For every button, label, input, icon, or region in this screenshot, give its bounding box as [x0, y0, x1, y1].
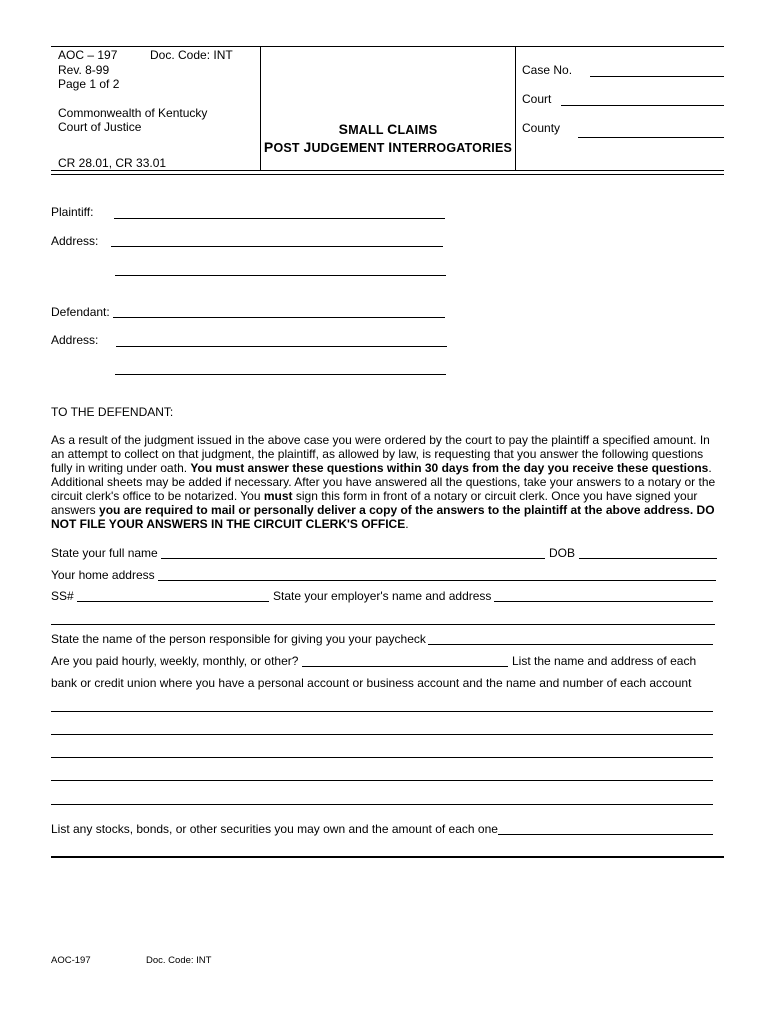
case-no-field[interactable] [590, 76, 724, 77]
header-top-rule [51, 46, 724, 47]
header-divider-right [515, 46, 516, 170]
instructions-heading: TO THE DEFENDANT: [51, 405, 174, 419]
dob-field[interactable] [579, 558, 717, 559]
title-cap-s: S [338, 121, 349, 137]
plaintiff-address-field-1[interactable] [111, 246, 443, 247]
jurisdiction-line-1: Commonwealth of Kentucky [58, 106, 208, 120]
dob-label: DOB [549, 546, 576, 560]
employer-field-line-2[interactable] [51, 624, 715, 625]
plaintiff-address-field-2[interactable] [115, 275, 446, 276]
defendant-label: Defendant: [51, 305, 110, 319]
footer-form-number: AOC-197 [51, 955, 91, 966]
full-name-field[interactable] [161, 558, 545, 559]
title-small-caps-5: NTERROGATORIES [392, 141, 513, 155]
instructions-text-2: . Additional sheets may be added if necessary. After you have answered all the questions, take your answers to a notary or the circuit clerk's office to be notarized. You [51, 461, 716, 503]
title-small-caps-2: LAIMS [397, 123, 438, 137]
jurisdiction-line-2: Court of Justice [58, 120, 142, 134]
plaintiff-label: Plaintiff: [51, 205, 94, 219]
form-title-line-1 [261, 121, 515, 137]
title-cap-c: C [387, 121, 398, 137]
title-cap-j: J [303, 139, 312, 155]
header-bottom-rule-2 [51, 174, 724, 175]
section-end-rule [51, 856, 724, 858]
title-small-caps-4: UDGEMENT [311, 141, 389, 155]
defendant-address-label: Address: [51, 333, 99, 347]
bank-list-label-b: bank or credit union where you have a personal account or business account and the name and number of each account [51, 676, 692, 690]
form-number: AOC – 197 [58, 48, 118, 62]
pay-frequency-field[interactable] [302, 666, 508, 667]
employer-label: State your employer's name and address [273, 589, 492, 603]
ss-label: SS# [51, 589, 74, 603]
defendant-address-field-1[interactable] [116, 346, 447, 347]
securities-field[interactable] [498, 834, 713, 835]
bank-list-label-a: List the name and address of each [512, 654, 697, 668]
paycheck-person-label: State the name of the person responsible for giving you your paycheck [51, 632, 426, 646]
home-address-field[interactable] [158, 580, 716, 581]
doc-code: Doc. Code: INT [150, 48, 233, 62]
instructions-text-1: As a result of the judgment issued in the above case you were ordered by the court to pay the plaintiff a specified amount. In an attempt to collect on that judgment, the plaintiff, as allowed by law, is requesting that you answer the following questions fully in writing under oath. [51, 433, 710, 475]
court-label: Court [522, 92, 552, 106]
defendant-field[interactable] [113, 317, 445, 318]
title-cap-i: I [388, 139, 393, 155]
defendant-address-field-2[interactable] [115, 374, 446, 375]
court-field[interactable] [561, 105, 724, 106]
header-bottom-rule-1 [51, 170, 724, 171]
securities-label: List any stocks, bonds, or other securities you may own and the amount of each one [51, 822, 498, 836]
instructions-bold-2: must [263, 489, 293, 503]
form-title-line-2 [261, 139, 515, 155]
bank-account-line-2[interactable] [51, 734, 713, 735]
home-address-label: Your home address [51, 568, 155, 582]
civil-rules: CR 28.01, CR 33.01 [58, 156, 167, 170]
county-field[interactable] [578, 137, 724, 138]
bank-account-line-4[interactable] [51, 780, 713, 781]
instructions-paragraph [51, 433, 721, 531]
pay-frequency-label: Are you paid hourly, weekly, monthly, or other? [51, 654, 299, 668]
title-small-caps-1: MALL [348, 123, 388, 137]
bank-account-line-3[interactable] [51, 757, 713, 758]
county-label: County [522, 121, 561, 135]
title-small-caps-3: OST [273, 141, 304, 155]
ss-field[interactable] [77, 601, 269, 602]
revision: Rev. 8-99 [58, 63, 110, 77]
page-number: Page 1 of 2 [58, 77, 120, 91]
instructions-text-3: sign this form in front of a notary or circuit clerk. Once you have signed your answers [51, 489, 698, 517]
plaintiff-address-label: Address: [51, 234, 99, 248]
bank-account-line-1[interactable] [51, 711, 713, 712]
plaintiff-field[interactable] [114, 218, 445, 219]
instructions-bold-1: You must answer these questions within 30 days from the day you receive these questions [190, 461, 709, 475]
instructions-text-4: . [405, 517, 409, 531]
footer-doc-code: Doc. Code: INT [146, 955, 212, 966]
instructions-bold-3: you are required to mail or personally deliver a copy of the answers to the plaintiff at the above address. DO NOT FILE YOUR ANSWERS IN THE CIRCUIT CLERK'S OFFICE [51, 503, 715, 531]
employer-field[interactable] [494, 601, 713, 602]
title-cap-p: P [263, 139, 274, 155]
full-name-label: State your full name [51, 546, 158, 560]
paycheck-person-field[interactable] [428, 644, 713, 645]
case-no-label: Case No. [522, 63, 573, 77]
bank-account-line-5[interactable] [51, 804, 713, 805]
